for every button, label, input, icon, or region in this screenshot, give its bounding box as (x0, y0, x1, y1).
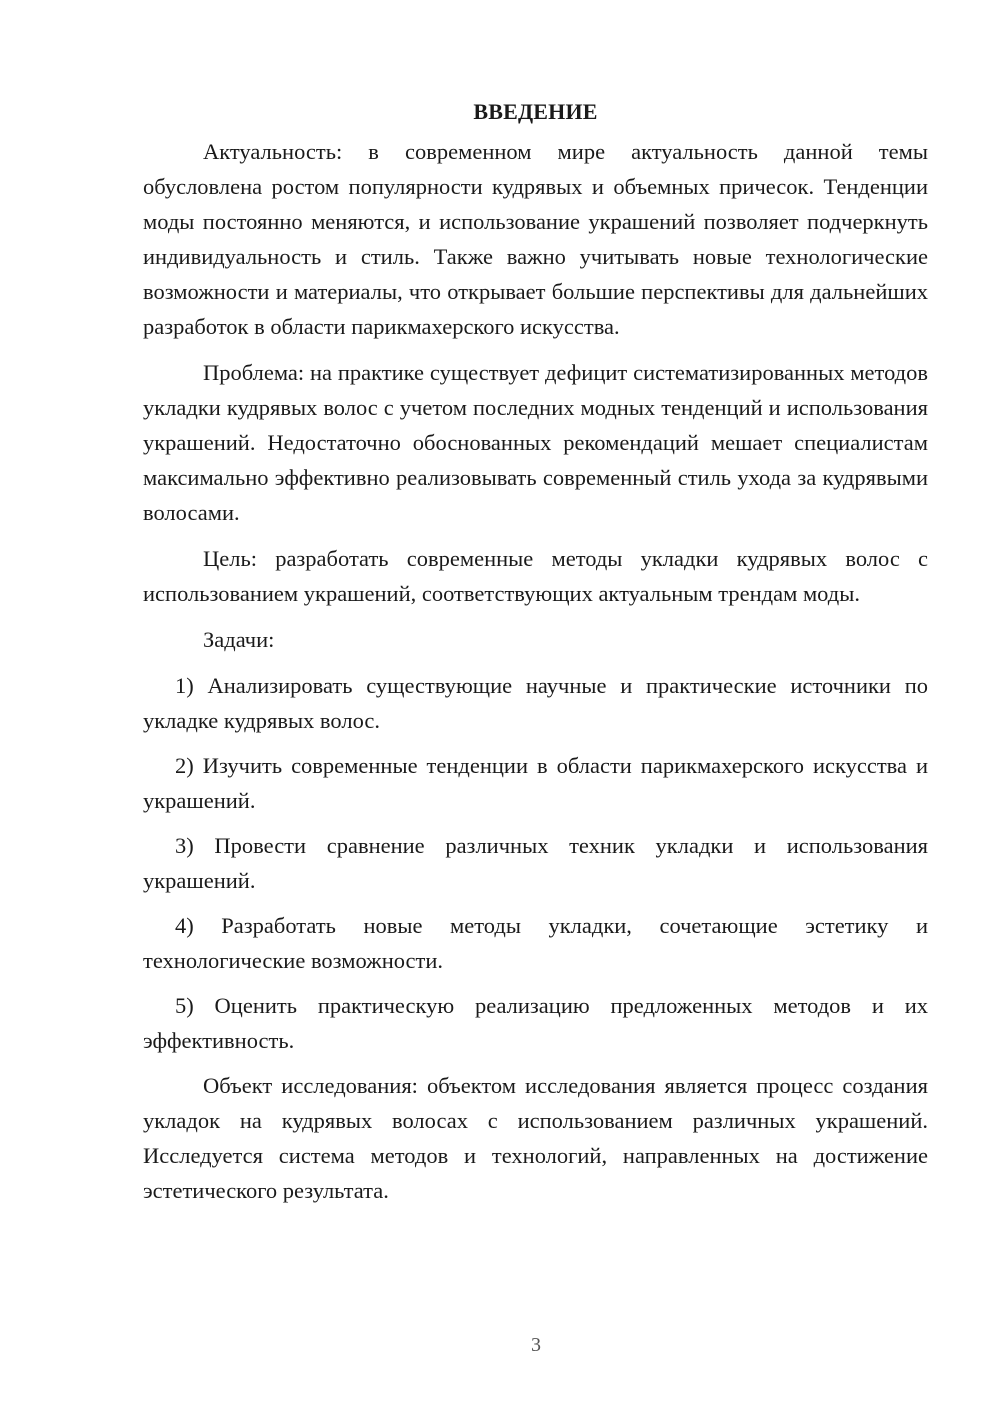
task-item: 5) Оценить практическую реализацию предложенных методов и их эффективность. (143, 993, 928, 1053)
relevance-paragraph: Актуальность: в современном мире актуальность данной темы обусловлена ростом популярности кудрявых и объемных причесок. Тенденции моды постоянно меняются, и использование украшений позволяет подчеркнуть индивидуальность и стиль. Также важно учитывать новые технологические возможности и материалы, что открывает большие перспективы для дальнейших разработок в области парикмахерского искусства. (143, 139, 928, 339)
document-page (143, 96, 928, 1219)
goal-paragraph: Цель: разработать современные методы укладки кудрявых волос с использованием украшений, соответствующих актуальным трендам моды. (143, 546, 928, 606)
task-item: 3) Провести сравнение различных техник укладки и использования украшений. (143, 833, 928, 893)
task-item: 1) Анализировать существующие научные и практические источники по укладке кудрявых волос. (143, 673, 928, 733)
task-item: 2) Изучить современные тенденции в области парикмахерского искусства и украшений. (143, 753, 928, 813)
tasks-list (143, 668, 928, 1058)
object-paragraph: Объект исследования: объектом исследования является процесс создания укладок на кудрявых волосах с использованием различных украшений. Исследуется система методов и технологий, направленных на достижение эстетического результата. (143, 1073, 928, 1203)
section-title: ВВЕДЕНИЕ (473, 99, 598, 124)
tasks-heading: Задачи: (203, 627, 275, 652)
task-item: 4) Разработать новые методы укладки, сочетающие эстетику и технологические возможности. (143, 913, 928, 973)
page-number: 3 (531, 1334, 541, 1356)
problem-paragraph: Проблема: на практике существует дефицит систематизированных методов укладки кудрявых волос с учетом последних модных тенденций и использования украшений. Недостаточно обоснованных рекомендаций мешает специалистам максимально эффективно реализовывать современный стиль ухода за кудрявыми волосами. (143, 360, 928, 525)
